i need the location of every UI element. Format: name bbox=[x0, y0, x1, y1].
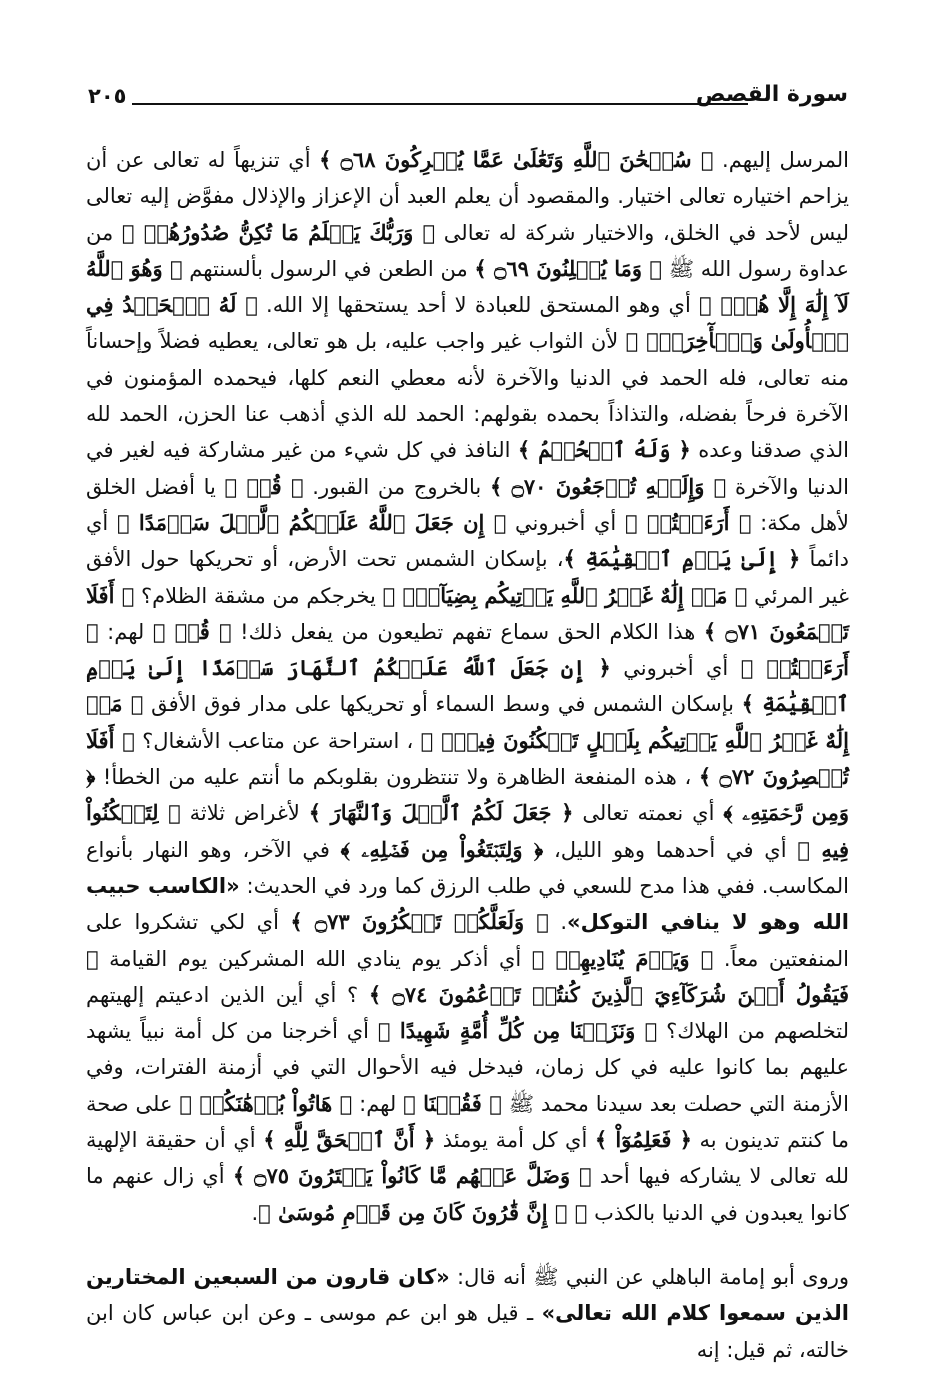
quran-verse: ﴿ أَفَلَا تَسۡمَعُونَ ۝٧١ ﴾ bbox=[86, 582, 849, 644]
quran-verse: ﴿ وَضَلَّ عَنۡهُم مَّا كَانُواْ يَفۡتَرُونَ ۝٧٥ ﴾ bbox=[232, 1163, 592, 1189]
paragraph-gap bbox=[86, 1231, 849, 1259]
commentary-text: وروى أبو إمامة الباهلي عن النبي ﷺ أنه قال: bbox=[449, 1264, 849, 1289]
commentary-text: أي أخبروني bbox=[506, 510, 625, 535]
quran-verse: ﴿ أَنَّ ٱلۡحَقَّ لِلَّهِ ﴾ bbox=[263, 1127, 436, 1153]
quran-verse: ﴿ ۞ إِنَّ قَٰرُونَ كَانَ مِن قَوۡمِ مُوسَىٰ ﴾ bbox=[258, 1199, 588, 1225]
paragraph bbox=[86, 1259, 849, 1368]
quran-verse: ﴿ فَيَقُولُ أَيۡنَ شُرَكَآءِيَ ٱلَّذِينَ كُنتُمۡ تَزۡعُمُونَ ۝٧٤ ﴾ bbox=[86, 945, 849, 1007]
quran-verse: ﴿ مَنۡ إِلَٰهٌ غَيۡرُ ٱللَّهِ يَأۡتِيكُم بِلَيۡلٍ تَسۡكُنُونَ فِيهِۚ ﴾ bbox=[86, 691, 849, 753]
quran-verse: ﴿ إِن جَعَلَ ٱللَّهُ عَلَيۡكُمُ ٱلَّيۡلَ سَرۡمَدًا ﴾ bbox=[116, 509, 507, 535]
quran-verse: ﴿ قُلۡ ﴾ bbox=[224, 473, 304, 499]
commentary-text: . bbox=[548, 910, 568, 935]
quran-verse: ﴿ جَعَلَ لَكُمُ ٱلَّيۡلَ وَٱلنَّهَارَ ﴾ bbox=[308, 800, 574, 826]
commentary-text: بإسكان الشمس في وسط السماء أو تحريكها على مدار فوق الأفق bbox=[143, 692, 742, 717]
commentary-text: بالخروج من القبور. bbox=[303, 474, 490, 499]
commentary-text: من الطعن في الرسول بألسنتهم bbox=[182, 256, 475, 281]
quran-verse: ﴿ وَلَهُ ٱلۡحُكۡمُ ﴾ bbox=[517, 437, 691, 463]
quran-verse: ﴿ وَمِن رَّحۡمَتِهِۦ ﴾ bbox=[86, 764, 849, 826]
commentary-text: في الآخر، وهو النهار بأنواع المكاسب. ففي هذا مدح للسعي في طلب الرزق كما ورد في الحديث: bbox=[86, 837, 850, 898]
hadith-quote: «الكاسب حبيب الله وهو لا ينافي التوكل» bbox=[86, 873, 849, 935]
quran-verse: ﴿ هَاتُواْ بُرۡهَٰنَكُمۡ ﴾ bbox=[179, 1090, 353, 1116]
commentary-text: لهم: bbox=[98, 619, 153, 644]
quran-verse: ﴿ سُبۡحَٰنَ ٱللَّهِ وَتَعَٰلَىٰ عَمَّا يُشۡرِكُونَ ۝٦٨ ﴾ bbox=[319, 147, 714, 172]
commentary-text: لأغراض ثلاثة bbox=[180, 801, 309, 826]
commentary-text: ، هذه المنفعة الظاهرة ولا تنتظرون بقلوبكم ما أنتم عليه من الخطأ! bbox=[95, 765, 699, 790]
quran-verse: ﴿ فَقُلۡنَا ﴾ bbox=[403, 1090, 502, 1116]
commentary-text: يخرجكم من مشقة الظلام؟ bbox=[134, 583, 383, 608]
quran-verse: ﴿ وَلِتَبۡتَغُواْ مِن فَضۡلِهِۦ ﴾ bbox=[340, 836, 544, 862]
commentary-text: أي لكي تشكروا على المنفعتين معاً. bbox=[86, 910, 850, 971]
commentary-text: ، استراحة عن متاعب الأشغال؟ bbox=[134, 728, 421, 753]
commentary-text: ؟ أي أين الذين ادعيتم إلهيتهم لتخلصهم من الهلاك؟ bbox=[86, 982, 849, 1044]
quran-verse: ﴿ إِلَىٰ يَوۡمِ ٱلۡقِيَٰمَةِ ﴾ bbox=[563, 546, 801, 572]
commentary-text: يا أفضل الخلق لأهل مكة: bbox=[86, 474, 849, 535]
quran-verse: ﴿ قُلۡ ﴾ bbox=[152, 618, 232, 644]
quran-verse: ﴿ إِن جَعَلَ ٱللَّهُ عَلَيۡكُمُ ٱلنَّهَارَ سَرۡمَدًا إِلَىٰ يَوۡمِ ٱلۡقِيَٰمَةِ ﴾ bbox=[86, 655, 850, 717]
commentary-text: ـ قيل هو ابن عم موسى ـ وعن ابن عباس كان ابن خالته، ثم قيل: إنه bbox=[86, 1301, 849, 1362]
quran-verse: ﴿ وَمَا يُعۡلِنُونَ ۝٦٩ ﴾ bbox=[474, 255, 662, 281]
commentary-text: هذا الكلام الحق سماع تفهم تطيعون من يفعل ذلك! bbox=[231, 619, 704, 644]
commentary-text: أي زال عنهم ما كانوا يعبدون في الدنيا بالكذب bbox=[86, 1164, 849, 1225]
commentary-text: أي أذكر يوم ينادي الله المشركين يوم القيامة bbox=[98, 946, 532, 971]
hadith-quote: «كان قارون من السبعين المختارين الذين سمعوا كلام الله تعالى» bbox=[86, 1264, 849, 1326]
commentary-text: ، بإسكان الشمس تحت الأرض، أو تحريكها حول الأفق غير المرئي bbox=[86, 547, 850, 608]
commentary-text: لهم: bbox=[352, 1091, 404, 1116]
commentary-text: أي تنزيهاً له تعالى عن أن يزاحم اختياره تعالى اختيار. والمقصود أن يعلم العبد أن الإعزاز والإذلال مفوَّض إليه تعالى ليس لأحد في الخلق، والاختيار شركة له تعالى bbox=[86, 148, 849, 245]
quran-verse: ﴿ وَنَزَعۡنَا مِن كُلِّ أُمَّةٍ شَهِيدًا ﴾ bbox=[377, 1018, 658, 1044]
quran-verse: ﴿ وَرَبُّكَ يَعۡلَمُ مَا تُكِنُّ صُدُورُهُمۡ ﴾ bbox=[121, 219, 436, 245]
commentary-text: أي كل أمة يومئذ bbox=[435, 1128, 595, 1153]
quran-verse: ﴿ فَعَلِمُوٓاْ ﴾ bbox=[594, 1127, 692, 1153]
quran-verse: ﴿ وَيَوۡمَ يُنَادِيهِمۡ ﴾ bbox=[531, 945, 714, 971]
page-body bbox=[86, 142, 849, 1368]
quran-verse: ﴿ وَهُوَ ٱللَّهُ لَآ إِلَٰهَ إِلَّا هُوَۖ ﴾ bbox=[86, 255, 850, 318]
quran-verse: ﴿ أَفَلَا تُبۡصِرُونَ ۝٧٢ ﴾ bbox=[86, 727, 849, 790]
commentary-text: من عداوة رسول الله ﷺ bbox=[86, 220, 850, 281]
commentary-text: النافذ في كل شيء من غير مشاركة فيه لغير في الدنيا والآخرة bbox=[86, 438, 849, 499]
commentary-text: أي نعمته تعالى bbox=[573, 801, 724, 826]
commentary-text: لأن الثواب غير واجب عليه، بل هو تعالى، يعطيه فضلاً وإحساناً منه تعالى، فله الحمد في الدنيا والآخرة لأنه معطي النعم كلها، فيحمده المؤمنون في الآخرة فرحاً بفضله، والتذاذاً بحمده بقولهم: الحمد لله الذي أذهب عنا الحزن، الحمد لله الذي صدقنا وعده bbox=[86, 329, 849, 463]
commentary-text: أي وهو المستحق للعبادة لا أحد يستحقها إلا الله. bbox=[257, 293, 699, 318]
page-number: ٢٠٥ bbox=[88, 84, 127, 108]
quran-verse: ﴿ مَنۡ إِلَٰهٌ غَيۡرُ ٱللَّهِ يَأۡتِيكُم بِضِيَآءٍۖ ﴾ bbox=[382, 582, 748, 608]
header-rule bbox=[132, 103, 748, 105]
quran-verse: ﴿ أَرَءَيۡتُمۡ ﴾ bbox=[86, 618, 849, 681]
commentary-text: المرسل إليهم. bbox=[713, 148, 849, 172]
commentary-text: . bbox=[251, 1200, 259, 1225]
surah-title: سورة القصص bbox=[695, 82, 848, 107]
commentary-text: أي أخبروني bbox=[610, 656, 741, 681]
commentary-text: أي دائماً bbox=[86, 510, 850, 572]
commentary-text: أي في أحدهما وهو الليل، bbox=[543, 837, 798, 862]
commentary-text: أي أخرجنا من كل أمة نبياً يشهد عليهم بما كانوا عليه في كل زمان، فيدخل فيه الأحوال التي في أزمنة الفترات، وفي الأزمنة التي حصلت بعد سيدنا محمد ﷺ bbox=[86, 1019, 849, 1116]
quran-verse: ﴿ أَرَءَيۡتُمۡ ﴾ bbox=[624, 509, 752, 535]
paragraph bbox=[86, 142, 849, 1231]
quran-verse: ﴿ لَهُ ٱلۡحَمۡدُ فِي ٱلۡأُولَىٰ وَٱلۡأٓخِرَةِۖ ﴾ bbox=[86, 292, 849, 354]
page-header bbox=[88, 82, 848, 122]
quran-verse: ﴿ وَلَعَلَّكُمۡ تَشۡكُرُونَ ۝٧٣ ﴾ bbox=[290, 909, 549, 935]
quran-verse: ﴿ لِتَسۡكُنُواْ فِيهِ ﴾ bbox=[86, 800, 849, 862]
commentary-text: على صحة ما كنتم تدينون به bbox=[86, 1091, 849, 1153]
commentary-text: أي أن حقيقة الإلهية لله تعالى لا يشاركه فيها أحد bbox=[86, 1128, 849, 1189]
quran-verse: ﴿ وَإِلَيۡهِ تُرۡجَعُونَ ۝٧٠ ﴾ bbox=[489, 473, 727, 499]
